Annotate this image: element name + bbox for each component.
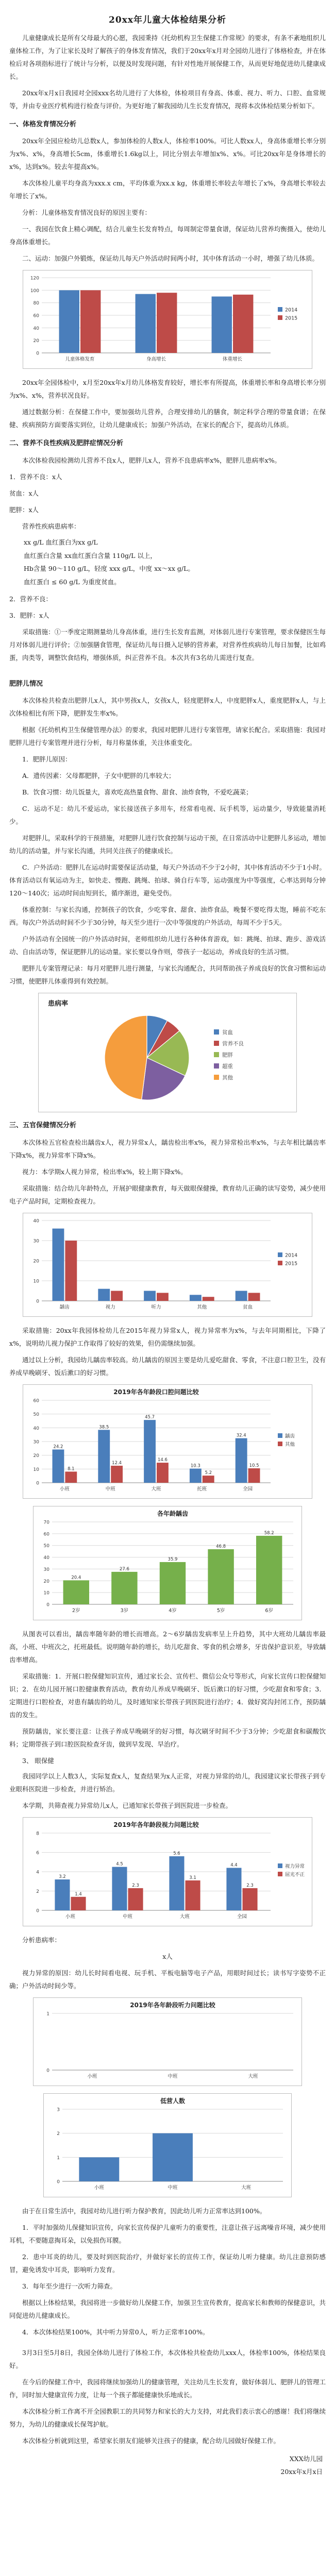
oral-class-chart-bar: [144, 1420, 156, 1483]
oral-class-chart-legend-label: 龋齿: [285, 1433, 295, 1439]
oral-paragraph-1: 从图表可以看出，龋齿率随年龄的增长而增高。2～6岁龋齿发病率呈上升趋势，其中大班幼儿龋齿率最高，小班、中班次之，托班最低。说明随年龄的增长，幼儿吃甜食、零食的机会增多，牙齿保护意识差，导致龋齿率增高。: [9, 1630, 326, 1664]
anemia-criteria-line-4: 血红蛋白 ≤ 60 g/L 为重度贫血。: [24, 578, 121, 586]
eent-chart-category-label: 视力: [105, 1304, 115, 1310]
growth-paragraph-5: 二、运动：加强户外锻炼，保证幼儿每天户外活动时间两小时，其中体育活动一小时，增强了幼儿体质。: [22, 255, 319, 263]
prevalence-chart-legend-label: 其他: [222, 1075, 233, 1081]
prevalence-chart-slice: [105, 1015, 147, 1099]
low-nutrition-chart-ytick-label: 0: [57, 2179, 60, 2185]
low-nutrition-chart-svg: [44, 2094, 291, 2197]
eent-bar-chart: [23, 1213, 312, 1317]
oral-class-chart-category-label: 大班: [151, 1486, 161, 1492]
eent-chart-bar: [157, 1293, 169, 1301]
vision-class-chart-ytick-label: 0: [36, 1908, 39, 1914]
signature-org: XXX幼儿园: [289, 2455, 323, 2463]
low-nutrition-chart-bar: [153, 2133, 193, 2181]
low-nutrition-chart-category-label: 大班: [241, 2185, 252, 2191]
low-nutrition-chart: [43, 2093, 292, 2197]
prevalence-chart-legend-label: 肥胖: [222, 1052, 233, 1059]
caries-age-chart-bar: [256, 1536, 282, 1604]
vision-class-chart-title: 2019年各年龄段视力问题比较: [113, 1821, 199, 1829]
low-nutrition-chart-category-label: 小班: [94, 2185, 104, 2191]
eent-chart-bar: [111, 1291, 123, 1301]
caries-by-age-chart: [33, 1506, 302, 1620]
vision-class-chart-category-label: 中班: [122, 1914, 133, 1920]
eent-chart-bar: [190, 1295, 202, 1301]
growth-chart-ytick-label: 60: [33, 313, 39, 319]
caries-age-chart-ytick-label: 20: [43, 1579, 49, 1584]
oral-class-chart-bar: [203, 1476, 214, 1483]
eent-paragraph-3: 采取措施：结合幼儿年龄特点，开展护眼健康教育，每天做眼保健操，教育幼儿正确的读写姿势，减少使用电子产品时间，定期检查视力。: [9, 1184, 326, 1205]
eye-care-paragraph-1: 我园同学以上人数3人，实际复查x人，复查结果为x人正常，对视力异常的幼儿，我园建议家长带孩子到专业眼科医院进一步检查，并进行矫治。: [9, 1772, 326, 1793]
vision-class-chart-category-label: 小班: [65, 1914, 76, 1920]
vision-class-chart-data-label: 3.2: [59, 1874, 66, 1880]
oral-class-chart-data-label: 24.2: [53, 1444, 63, 1450]
obesity-paragraph-4: 对肥胖儿，采取科学的干预措施，对肥胖儿进行饮食控制与运动干预，在日常活动中让肥胖儿多运动，增加幼儿的活动量，并与家长沟通，共同关注孩子的健康成长。: [9, 834, 326, 855]
vision-by-class-chart: [23, 1817, 312, 1926]
hearing-paragraph-1: 由于在日常生活中，我园对幼儿进行听力保护教育，因此幼儿听力正常率达到100%。: [22, 2207, 266, 2215]
growth-chart-bar: [59, 291, 79, 353]
growth-chart-ytick-label: 20: [33, 338, 39, 344]
hearing-paragraph-2: 1．平时加强幼儿保健知识宣传，向家长宣传保护儿童听力的重要性，注意让孩子远离噪音环境，减少使用耳机，不要随意掏耳朵，以免损伤耳膜。: [9, 2224, 326, 2245]
oral-class-chart-bar: [53, 1449, 64, 1483]
caries-age-chart-ytick-label: 50: [43, 1543, 49, 1549]
caries-age-chart-title: 各年龄龋齿: [157, 1510, 189, 1517]
growth-bar-chart: [23, 270, 312, 369]
hearing-paragraph-5: 根据以上体检结果，我园将进一步做好幼儿保健工作，加强卫生宣传教育，提高家长和教师的保健意识，共同促进幼儿健康成长。: [9, 2299, 326, 2320]
oral-paragraph-3: 预防龋齿，家长要注意：让孩子养成早晚刷牙的好习惯，每次刷牙时间不少于3分钟；少吃甜食和碳酸饮料；定期带孩子到口腔医院检查牙齿，做到早发现、早治疗。: [9, 1727, 326, 1748]
obesity-paragraph-3: 1．肥胖儿原因：: [22, 755, 72, 764]
anemia-criteria-line-3: Hb含量 90～110 g/L，轻度 xxx g/L，中度 xx～xx g/L。: [24, 565, 194, 573]
oral-class-chart-data-label: 10.5: [249, 1463, 259, 1468]
caries-age-chart-ytick-label: 10: [43, 1590, 49, 1596]
oral-by-class-chart: [23, 1384, 312, 1499]
vision-paragraph-1: 采取措施：20xx年我园体检幼儿在2015年视力异常x人，视力异常率为x%，与去年同期相比，下降了x%，说明幼儿视力保护工作取得了较好的效果，但仍需继续加强。: [9, 1326, 326, 1347]
growth-chart-legend-swatch: [278, 307, 282, 312]
obesity-paragraph-6: 体重控制：与家长沟通，控制孩子的饮食，少吃零食、甜食、油炸食品，晚餐不要吃得太饱，睡前不吃东西。每次户外活动时间不少于30分钟，每天至少进行一次中等强度的户外活动，每周不少于5天。: [9, 906, 326, 927]
vision-cause-paragraph: 视力异常的原因：幼儿长时间看电视、玩手机、平板电脑等电子产品，用眼时间过长；读书写字姿势不正确；户外活动时间少等。: [9, 1969, 326, 1990]
nutrition-paragraph-3: 采取措施：①一季度定期测量幼儿身高体重，进行生长发育监测，对体弱儿进行专案管理，要求保健医生每月对体弱儿进行评价；②加强膳食管理，保证幼儿每日摄入足够的营养素，对营养性疾病幼儿每日加餐，比如鸡蛋，肉类等，调整饮食结构，增强体质，纠正营养不良。本次共有3名幼儿需进行复查。: [9, 628, 326, 662]
oral-class-chart-bar: [248, 1468, 260, 1483]
growth-chart-category-label: 身高增长: [146, 357, 166, 363]
vision-class-chart-ytick-label: 6: [36, 1851, 39, 1856]
section-title-nutrition: 二、营养不良性疾病及肥胖症情况分析: [9, 439, 124, 448]
intro-paragraph-2: 20xx年x月x日我园对全园xxx名幼儿进行了大体检，体检项目有身高、体重、视力、听力、口腔、血常规等，并由专业医疗机构进行检查与评价。为更好地了解我园幼儿生长发育情况，现将本次体检结果分析如下。: [9, 89, 326, 110]
prevalence-chart-legend-label: 营养不良: [222, 1041, 244, 1047]
caries-age-chart-bar: [208, 1549, 233, 1604]
eent-chart-ytick-label: 40: [33, 1218, 39, 1224]
intro-paragraph-1: 儿童健康成长是所有父母最大的心愿，我园秉持《托幼机构卫生保健工作常规》的要求，有条不紊地组织儿童体检工作，为了让家长及时了解孩子的身体发育情况，我们于20xx年x月对全园幼儿进行了体格检查，并在体检后对各项指标进行了统计与分析，以便及时发现问题，有针对性地开展保健工作，从而更好地促进幼儿健康成长。: [9, 34, 326, 80]
oral-class-chart-bar: [98, 1430, 110, 1483]
caries-age-chart-ytick-label: 70: [43, 1520, 49, 1526]
section-title-growth: 一、体格发育情况分析: [9, 121, 77, 128]
oral-class-chart-ytick-label: 50: [33, 1412, 39, 1417]
document-title: 20xx年儿童大体检结果分析: [109, 15, 226, 25]
eent-chart-ytick-label: 30: [33, 1239, 39, 1244]
prevalence-chart-legend-label: 超重: [222, 1063, 233, 1070]
oral-class-chart-data-label: 12.4: [112, 1460, 122, 1466]
signature-date: 20xx年x月x日: [280, 2468, 323, 2476]
oral-class-chart-data-label: 10.3: [190, 1463, 200, 1469]
oral-class-chart-data-label: 14.6: [157, 1457, 167, 1463]
eent-chart-category-label: 贫血: [243, 1304, 253, 1310]
summary-paragraph-2: 在今后的保健工作中，我园将继续加强幼儿的健康管理，关注幼儿生长发育，做好体弱儿、肥胖儿的管理工作，同时加大健康宣传力度，让每一个孩子都能健康快乐地成长。: [9, 2378, 326, 2399]
caries-age-chart-data-label: 27.6: [119, 1566, 129, 1572]
eye-care-paragraph-2: 本学期，共筛查视力异常幼儿x人，已通知家长带孩子到医院进一步检查。: [22, 1802, 232, 1810]
oral-class-chart-category-label: 中班: [105, 1486, 115, 1492]
growth-chart-category-label: 体重增长: [222, 357, 243, 363]
caries-age-chart-data-label: 46.8: [216, 1544, 226, 1549]
anemia-criteria-line-2: 血红蛋白含量 xx血红蛋白含量 110g/L 以上，: [24, 551, 157, 560]
nutrition-paragraph-1: 本次体检我园检测幼儿营养不良x人，肥胖儿x人，营养不良患病率x%，肥胖儿患病率x%。: [22, 456, 281, 464]
growth-chart-ytick-label: 80: [33, 301, 39, 307]
eye-care-heading: 3、 眼保健: [22, 1756, 54, 1765]
hearing-by-class-chart-svg: [34, 1998, 301, 2086]
vision-class-chart-data-label: 1.4: [75, 1892, 82, 1897]
oral-class-chart-data-label: 8.1: [68, 1466, 75, 1471]
summary-paragraph-4: 本次体检分析就到这里，希望家长朋友们能够关注孩子的健康，配合幼儿园做好保健工作。: [22, 2437, 280, 2445]
eent-chart-legend-label: 2014: [285, 1252, 298, 1259]
oral-class-chart-category-label: 小班: [59, 1486, 70, 1492]
obesity-paragraph-2: 根据《托幼机构卫生保健管理办法》的要求，我园对肥胖儿进行专案管理，请家长配合。采取措施：我园对肥胖儿进行专案管理并进行分析，每月称量体重，关注体重变化。: [9, 726, 326, 747]
vision-class-chart-bar: [243, 1888, 258, 1910]
eent-chart-legend-swatch: [278, 1252, 282, 1257]
oral-class-chart-data-label: 45.7: [145, 1414, 155, 1420]
prevalence-chart-legend-swatch: [214, 1075, 219, 1080]
eent-chart-ytick-label: 0: [36, 1299, 39, 1304]
prevalence-chart-legend-swatch: [214, 1041, 219, 1046]
oral-class-chart-data-label: 5.2: [205, 1470, 212, 1476]
eent-bar-chart-svg: [23, 1213, 312, 1316]
eent-chart-legend-swatch: [278, 1261, 282, 1265]
eent-chart-bar: [53, 1228, 64, 1300]
low-nutrition-chart-category-label: 中班: [167, 2185, 178, 2191]
nutrition-item-1: 1．营养不良：x人: [9, 472, 62, 481]
vision-class-chart-data-label: 4.5: [116, 1861, 123, 1867]
eent-paragraph-1: 本次体检五官检查检出龋齿x人，视力异常x人，龋齿检出率x%，视力异常检出率x%，与去年相比龋齿率下降x%，视力异常率下降x%。: [9, 1138, 326, 1159]
growth-chart-legend-label: 2015: [285, 315, 298, 321]
oral-class-chart-bar: [65, 1471, 77, 1483]
oral-class-chart-ytick-label: 10: [33, 1467, 39, 1472]
prevalence-analysis-label: 分析患病率：: [22, 1936, 61, 1944]
prevalence-chart-legend-label: 贫血: [222, 1029, 233, 1036]
oral-class-chart-bar: [157, 1463, 169, 1483]
growth-chart-bar: [233, 295, 253, 353]
caries-age-chart-category-label: 2岁: [72, 1607, 80, 1614]
growth-bar-chart-svg: [23, 270, 312, 368]
eent-chart-bar: [236, 1291, 247, 1301]
nutrition-sub-1: 2．营养不良：: [9, 595, 52, 603]
oral-class-chart-category-label: 全园: [243, 1486, 253, 1492]
caries-by-age-chart-svg: [34, 1506, 301, 1620]
hearing-class-chart-category-label: 大班: [248, 2074, 258, 2080]
vision-class-chart-bar: [71, 1897, 86, 1910]
vision-class-chart-bar: [186, 1880, 200, 1910]
hearing-paragraph-3: 2．患中耳炎的幼儿，要及时到医院治疗，并做好家长的宣传工作，保证幼儿听力健康。幼儿注意预防感冒，避免诱发中耳炎，影响听力发育。: [9, 2253, 326, 2274]
oral-by-class-chart-svg: [23, 1385, 312, 1498]
vision-class-chart-ytick-label: 8: [36, 1831, 39, 1837]
vision-class-chart-legend-swatch: [278, 1872, 282, 1876]
oral-paragraph-2: 采取措施：1．开展口腔保健知识宣传，通过家长会、宣传栏、微信公众号等形式，向家长宣传口腔保健知识；2．在幼儿园开展口腔健康教育活动，教育幼儿养成早晚刷牙、饭后漱口的好习惯，少吃甜食和零食；3．定期进行口腔检查，对患有龋齿的幼儿，及时通知家长带孩子到医院进行治疗；4．做好窝沟封闭工作，预防龋齿的发生。: [9, 1672, 326, 1719]
prevalence-chart-legend-swatch: [214, 1052, 219, 1057]
low-nutrition-chart-bar: [79, 2158, 119, 2182]
eent-chart-legend-label: 2015: [285, 1261, 298, 1267]
low-nutrition-chart-title: 低营人数: [160, 2097, 186, 2105]
growth-chart-category-label: 儿童体格发育: [65, 357, 95, 363]
growth-paragraph-3: 分析：儿童体格发育情况良好的原因主要有：: [22, 209, 152, 217]
low-nutrition-chart-ytick-label: 2: [57, 2131, 60, 2137]
prevalence-analysis-count: x人: [162, 1953, 173, 1961]
summary-paragraph-3: 本次体检分析工作离不开全园教职工的共同努力和家长的大力支持，对此我们表示衷心的感谢！我们将继续努力，为幼儿的健康成长保驾护航。: [9, 2408, 326, 2429]
eent-paragraph-2: 视力：本学期x人视力异常，检出率x%，较上期下降x%。: [22, 1167, 187, 1176]
nutrition-sub-2: 3．肥胖：x人: [9, 611, 49, 619]
eent-chart-category-label: 其他: [197, 1304, 207, 1310]
hearing-class-chart-category-label: 中班: [167, 2074, 178, 2080]
hearing-by-class-chart: [33, 1997, 302, 2086]
prevalence-chart-legend-swatch: [214, 1029, 219, 1035]
nutrition-paragraph-2: 营养性疾病患病率：: [22, 522, 80, 530]
prevalence-pie-chart-svg: [39, 993, 296, 1112]
oral-class-chart-ytick-label: 0: [36, 1481, 39, 1486]
growth-paragraph-1: 20xx年全园应检幼儿总数x人，参加体检的人数x人，体检率100%。可比人数xx人，身高体重增长率分别为x%、x%，身高增长5cm，体重增长1.6kg以上，同比分别去年增加x%、x%。可比20xx年是身体增长的x%，达到x%。较去年提高x%。: [9, 137, 326, 171]
vision-class-chart-legend-label: 屈光不正: [285, 1872, 305, 1878]
hearing-class-chart-title: 2019年各年龄段听力问题比较: [130, 2002, 215, 2009]
caries-age-chart-category-label: 6岁: [265, 1607, 273, 1614]
growth-chart-ytick-label: 120: [30, 276, 39, 281]
growth-paragraph-2: 本次体检儿童平均身高为xxx.x cm，平均体重为xx.x kg，体重增长率较去年增长了x%，身高增长率较去年增长了x%。: [9, 179, 326, 200]
caries-age-chart-category-label: 4岁: [169, 1607, 177, 1614]
vision-class-chart-legend-swatch: [278, 1863, 282, 1868]
caries-age-chart-data-label: 35.9: [167, 1556, 178, 1562]
oral-class-chart-category-label: 托班: [197, 1486, 207, 1492]
vision-class-chart-data-label: 5.6: [173, 1851, 180, 1857]
hearing-paragraph-6: 4．本次体检结果100%，其中听力异常0人，听力正常率100%。: [22, 2328, 209, 2336]
vision-class-chart-data-label: 2.3: [132, 1883, 139, 1889]
oral-class-chart-data-label: 32.4: [236, 1433, 246, 1438]
vision-by-class-chart-svg: [23, 1818, 312, 1926]
eent-chart-bar: [144, 1291, 156, 1301]
hearing-class-chart-category-label: 小班: [87, 2074, 97, 2080]
hearing-paragraph-4: 3．每年至少进行一次听力筛查。: [22, 2282, 116, 2291]
vision-class-chart-bar: [169, 1856, 184, 1910]
caries-age-chart-bar: [160, 1562, 186, 1604]
vision-class-chart-legend-label: 视力异常: [285, 1863, 305, 1870]
vision-class-chart-category-label: 全园: [237, 1914, 247, 1920]
eent-chart-ytick-label: 10: [33, 1279, 39, 1284]
eent-chart-category-label: 听力: [151, 1304, 161, 1310]
caries-age-chart-category-label: 3岁: [120, 1607, 129, 1614]
eent-chart-bar: [203, 1297, 214, 1301]
section-title-obesity: 肥胖儿情况: [9, 680, 43, 688]
growth-chart-ytick-label: 40: [33, 326, 39, 332]
oral-class-chart-bar: [111, 1465, 123, 1482]
caries-age-chart-data-label: 20.4: [71, 1574, 81, 1580]
vision-class-chart-ytick-label: 2: [36, 1889, 39, 1895]
anemia-criteria: [9, 536, 326, 588]
caries-age-chart-ytick-label: 0: [46, 1602, 49, 1608]
oral-class-chart-ytick-label: 20: [33, 1453, 39, 1459]
oral-class-chart-ytick-label: 30: [33, 1439, 39, 1445]
prevalence-pie-chart: [38, 993, 297, 1112]
vision-class-chart-data-label: 3.1: [189, 1875, 196, 1881]
vision-class-chart-data-label: 2.3: [246, 1883, 254, 1889]
obesity-paragraph-8: 肥胖儿专案管理记录：每月对肥胖儿进行测量，与家长沟通配合，共同帮助孩子养成良好的饮食习惯和运动习惯，使肥胖儿体重得到有效控制。: [9, 964, 326, 986]
growth-chart-legend-swatch: [278, 315, 282, 320]
eent-chart-category-label: 龋齿: [59, 1304, 70, 1310]
signature-block: [9, 2452, 326, 2478]
oral-class-chart-legend-swatch: [278, 1433, 282, 1438]
caries-age-chart-category-label: 5岁: [216, 1607, 225, 1614]
growth-chart-legend-label: 2014: [285, 307, 298, 313]
obesity-paragraph-1: 本次体检共检查出肥胖儿x人，其中男孩x人，女孩x人，轻度肥胖x人，中度肥胖x人，重度肥胖x人，与上次体检相比有所下降，肥胖发生率x%。: [9, 697, 326, 718]
oral-class-chart-legend-swatch: [278, 1442, 282, 1446]
caries-age-chart-ytick-label: 60: [43, 1531, 49, 1537]
growth-chart-bar: [212, 297, 232, 353]
vision-class-chart-ytick-label: 4: [36, 1870, 39, 1875]
vision-paragraph-2: 通过以上分析，我园幼儿龋齿率较高。幼儿龋齿的原因主要是幼儿爱吃甜食、零食，不注意口腔卫生，没有养成早晚刷牙、饭后漱口的好习惯。: [9, 1355, 326, 1377]
obesity-cause-b: B．饮食习惯：幼儿饭量大，喜欢吃高热量食物、甜食、油炸食物，不爱吃蔬菜；: [22, 788, 253, 796]
low-nutrition-chart-ytick-label: 3: [57, 2107, 60, 2113]
section-title-eent: 三、五官保健情况分析: [9, 1122, 77, 1130]
low-nutrition-chart-ytick-label: 1: [57, 2156, 60, 2161]
vision-class-chart-bar: [55, 1879, 70, 1910]
prevalence-chart-title: 患病率: [48, 1000, 69, 1008]
caries-age-chart-bar: [111, 1571, 137, 1604]
oral-class-chart-data-label: 38.5: [99, 1424, 109, 1430]
growth-after-paragraph-1: 20xx年全园体检中，x月至20xx年x月幼儿体格发育较好，增长率有所提高，体重增长率和身高增长率分别为x%、x%，营养状况良好。: [9, 379, 326, 400]
eent-chart-ytick-label: 20: [33, 1259, 39, 1264]
eent-chart-bar: [248, 1293, 260, 1301]
caries-age-chart-ytick-label: 40: [43, 1555, 49, 1561]
growth-chart-bar: [157, 293, 177, 353]
growth-chart-ytick-label: 100: [30, 289, 39, 294]
oral-class-chart-title: 2019年各年龄段口腔问题比较: [113, 1388, 199, 1396]
hearing-class-chart-ytick-label: 1: [46, 2011, 49, 2017]
prevalence-chart-legend-swatch: [214, 1063, 219, 1069]
oral-class-chart-ytick-label: 60: [33, 1398, 39, 1404]
anemia-criteria-line-1: xx g/L 血红蛋白为xx g/L: [24, 538, 98, 546]
growth-chart-bar: [80, 291, 100, 353]
growth-after-paragraph-2: 通过数据分析：在保健工作中，要加强幼儿营养，合理安排幼儿的膳食，制定科学合理的带量食谱；在保健、疾病预防方面要落实到位，让幼儿健康成长；加强户外活动，在家长的配合下，提高幼儿体质。: [9, 408, 326, 429]
nutrition-item-2: 贫血：x人: [9, 489, 39, 497]
eent-chart-bar: [98, 1289, 110, 1300]
vision-class-chart-bar: [112, 1867, 127, 1910]
vision-class-chart-bar: [226, 1868, 241, 1911]
obesity-cause-c: C．运动不足：幼儿不爱运动，家长接送孩子多用车，经常看电视、玩手机等，运动量少，导致能量消耗少。: [9, 805, 326, 826]
hearing-class-chart-ytick-label: 0: [46, 2068, 49, 2074]
growth-chart-ytick-label: 0: [36, 351, 39, 357]
growth-chart-bar: [136, 294, 156, 353]
caries-age-chart-bar: [63, 1580, 89, 1604]
oral-class-chart-bar: [190, 1468, 202, 1482]
oral-class-chart-ytick-label: 40: [33, 1426, 39, 1431]
vision-class-chart-data-label: 4.4: [230, 1862, 238, 1868]
caries-age-chart-ytick-label: 30: [43, 1567, 49, 1572]
vision-class-chart-category-label: 大班: [179, 1914, 190, 1920]
growth-paragraph-4: 一、我园在饮食上精心调配，结合儿童生长发育特点，每周制定带量食谱，保证幼儿营养均衡摄入，使幼儿身高体重增长。: [9, 225, 326, 246]
summary-paragraph-1: 3月3日至5月8日，我园全体幼儿进行了体检工作，本次体检共检查幼儿xxx人，体检率100%，体检结果良好。: [9, 2349, 326, 2370]
obesity-paragraph-5: C．户外活动：肥胖儿在运动时需要保证活动量，每天户外活动不少于2小时，其中体育活动不少于1小时。体育活动以有氧运动为主，如快走、慢跑、跳绳、拍球、骑自行车等，运动强度为中等强度，心率达到每分钟120～140次；运动时间由短到长，循序渐进，避免受伤。: [9, 863, 326, 897]
obesity-cause-a: A．遗传因素：父母都肥胖，子女中肥胖的几率较大；: [22, 772, 175, 780]
caries-age-chart-data-label: 58.2: [264, 1530, 274, 1536]
nutrition-item-3: 肥胖：x人: [9, 505, 39, 514]
oral-class-chart-legend-label: 其他: [285, 1442, 295, 1448]
eent-chart-bar: [65, 1241, 77, 1301]
oral-class-chart-bar: [236, 1438, 247, 1482]
obesity-paragraph-7: 户外活动有全园统一的户外活动时间，老师组织幼儿进行各种体育游戏，如：跳绳、拍球、跑步、游戏活动、自由活动等，保证肥胖儿的运动量。家长要以身作则，带孩子一起运动，养成良好的生活习惯。: [9, 935, 326, 956]
vision-class-chart-bar: [128, 1888, 143, 1910]
